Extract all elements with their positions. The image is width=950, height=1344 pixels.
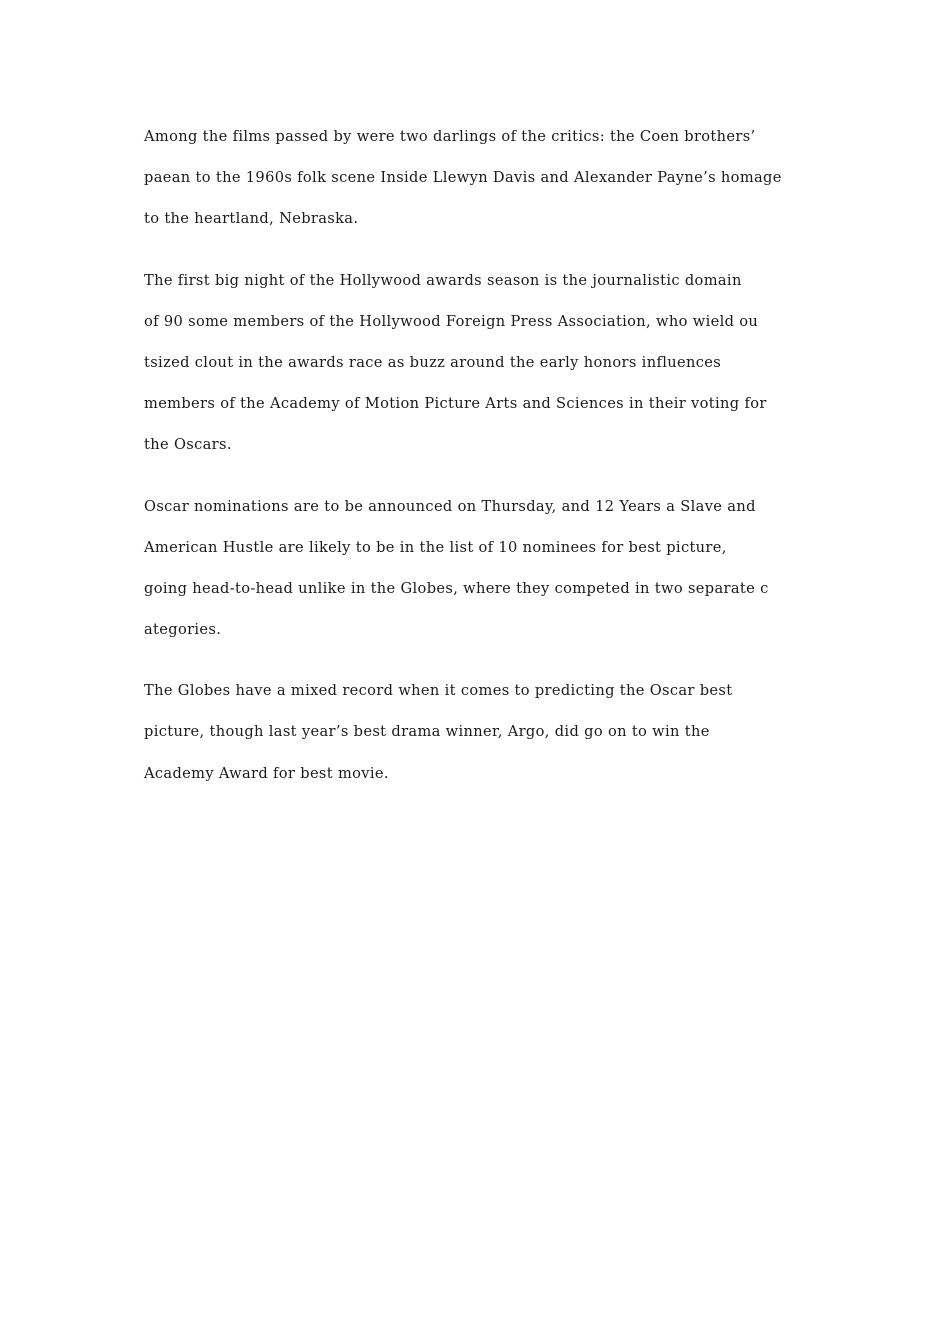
text-line: picture, though last year’s best drama winner, Argo, did go on to win the	[144, 723, 710, 741]
document-body	[144, 116, 824, 814]
text-line: the Oscars.	[144, 436, 232, 454]
paragraph-1	[144, 116, 824, 240]
text-line: Academy Award for best movie.	[144, 764, 389, 782]
text-line: tsized clout in the awards race as buzz around the early honors influences	[144, 353, 722, 371]
paragraph-4	[144, 670, 824, 794]
text-line: ategories.	[144, 621, 222, 639]
text-line: paean to the 1960s folk scene Inside Llewyn Davis and Alexander Payne’s homage	[144, 169, 782, 187]
text-line: going head-to-head unlike in the Globes, where they competed in two separate c	[144, 579, 769, 597]
text-line: of 90 some members of the Hollywood Foreign Press Association, who wield ou	[144, 312, 759, 330]
text-line: members of the Academy of Motion Picture Arts and Sciences in their voting for	[144, 395, 767, 413]
text-line: to the heartland, Nebraska.	[144, 210, 359, 228]
text-line: Among the films passed by were two darlings of the critics: the Coen brothers’	[144, 128, 756, 145]
text-line: Oscar nominations are to be announced on Thursday, and 12 Years a Slave and	[144, 497, 756, 515]
text-line: The first big night of the Hollywood awards season is the journalistic domain	[144, 271, 742, 289]
text-line: The Globes have a mixed record when it comes to predicting the Oscar best	[144, 682, 733, 700]
paragraph-3	[144, 486, 824, 651]
text-line: American Hustle are likely to be in the list of 10 nominees for best picture,	[144, 538, 727, 556]
paragraph-2	[144, 260, 824, 466]
